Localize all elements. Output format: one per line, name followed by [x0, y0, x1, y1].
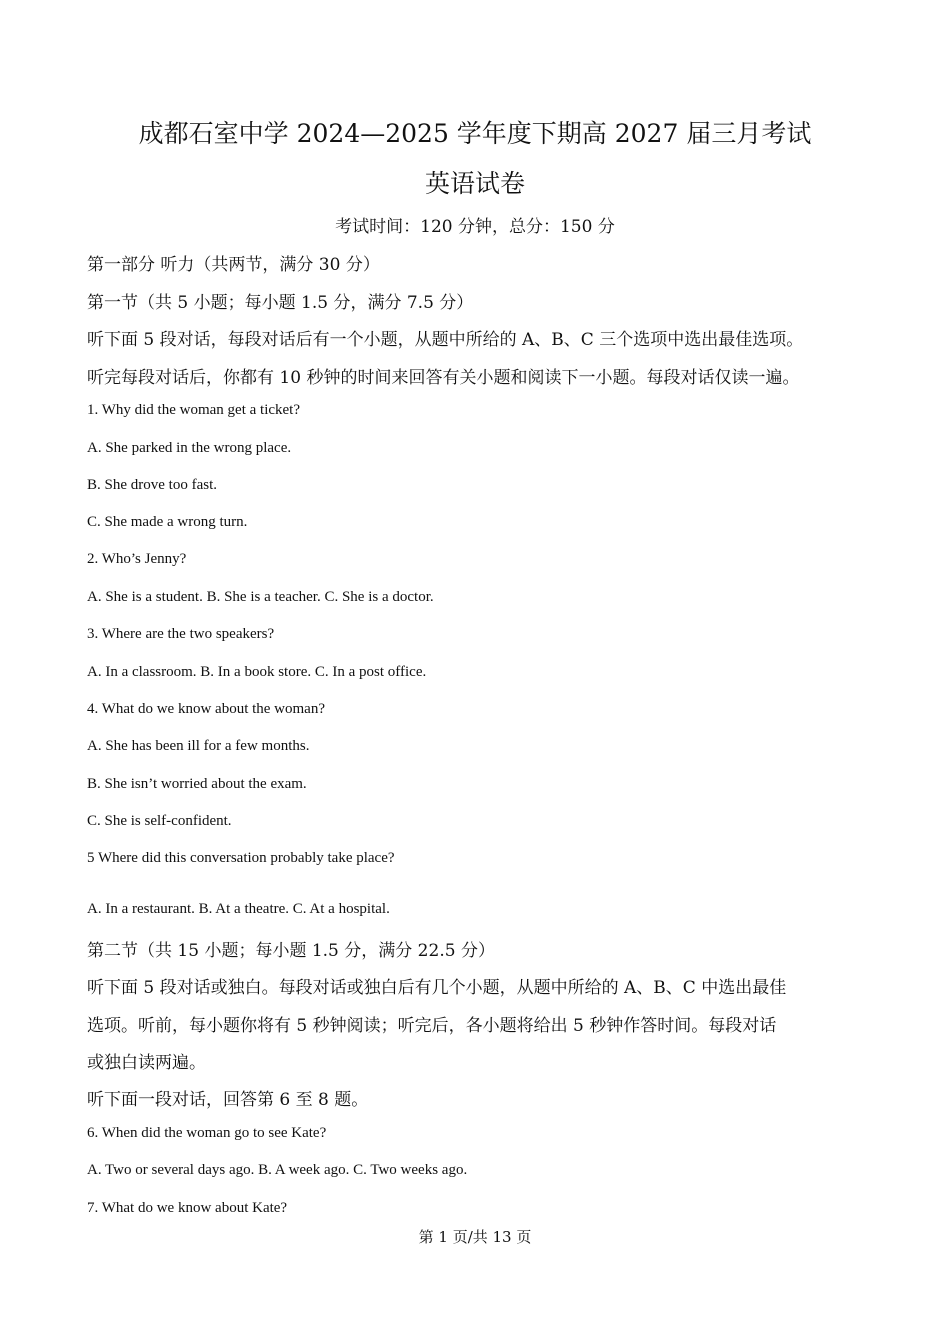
section2-instructions-1: 听下面 5 段对话或独白。每段对话或独白后有几个小题，从题中所给的 A、B、C 中选出最佳: [87, 978, 787, 998]
option-text: A. She is a student. B. She is a teacher. C. She is a doctor.: [87, 589, 434, 605]
question-text: 7. What do we know about Kate?: [87, 1200, 288, 1216]
dialog-intro: 听下面一段对话，回答第 6 至 8 题。: [87, 1090, 369, 1110]
section2-instructions-2: 选项。听前，每小题你将有 5 秒钟阅读；听完后，各小题将给出 5 秒钟作答时间。每段对话: [87, 1016, 777, 1036]
option-text: A. In a restaurant. B. At a theatre. C. At a hospital.: [87, 901, 390, 917]
section1-instructions-2: 听完每段对话后，你都有 10 秒钟的时间来回答有关小题和阅读下一小题。每段对话仅读一遍。: [87, 368, 800, 388]
question-text: 4. What do we know about the woman?: [87, 701, 326, 717]
option-text: B. She isn’t worried about the exam.: [87, 776, 307, 792]
part1-heading: 第一部分 听力（共两节，满分 30 分）: [87, 255, 380, 275]
question-text: 1. Why did the woman get a ticket?: [87, 402, 300, 418]
section2-heading: 第二节（共 15 小题；每小题 1.5 分，满分 22.5 分）: [87, 941, 495, 961]
page-footer: 第 1 页/共 13 页: [418, 1228, 532, 1246]
question-text: 6. When did the woman go to see Kate?: [87, 1125, 327, 1141]
exam-subtitle: 英语试卷: [424, 169, 525, 198]
question-text: 2. Who’s Jenny?: [87, 551, 187, 567]
option-text: B. She drove too fast.: [87, 477, 217, 493]
question-text: 3. Where are the two speakers?: [87, 626, 275, 642]
question-text: 5 Where did this conversation probably take place?: [87, 850, 395, 866]
option-text: A. She parked in the wrong place.: [87, 440, 292, 456]
option-text: C. She made a wrong turn.: [87, 514, 248, 530]
option-text: A. Two or several days ago. B. A week ago. C. Two weeks ago.: [87, 1162, 468, 1178]
section1-instructions-1: 听下面 5 段对话，每段对话后有一个小题，从题中所给的 A、B、C 三个选项中选出最佳选项。: [87, 330, 804, 350]
option-text: A. In a classroom. B. In a book store. C. In a post office.: [87, 664, 427, 680]
section1-heading: 第一节（共 5 小题；每小题 1.5 分，满分 7.5 分）: [87, 293, 474, 313]
exam-info: 考试时间：120 分钟，总分：150 分: [335, 217, 615, 237]
exam-title: 成都石室中学 2024—2025 学年度下期高 2027 届三月考试: [138, 119, 812, 148]
option-text: C. She is self-confident.: [87, 813, 232, 829]
option-text: A. She has been ill for a few months.: [87, 738, 310, 754]
section2-instructions-3: 或独白读两遍。: [87, 1053, 206, 1073]
